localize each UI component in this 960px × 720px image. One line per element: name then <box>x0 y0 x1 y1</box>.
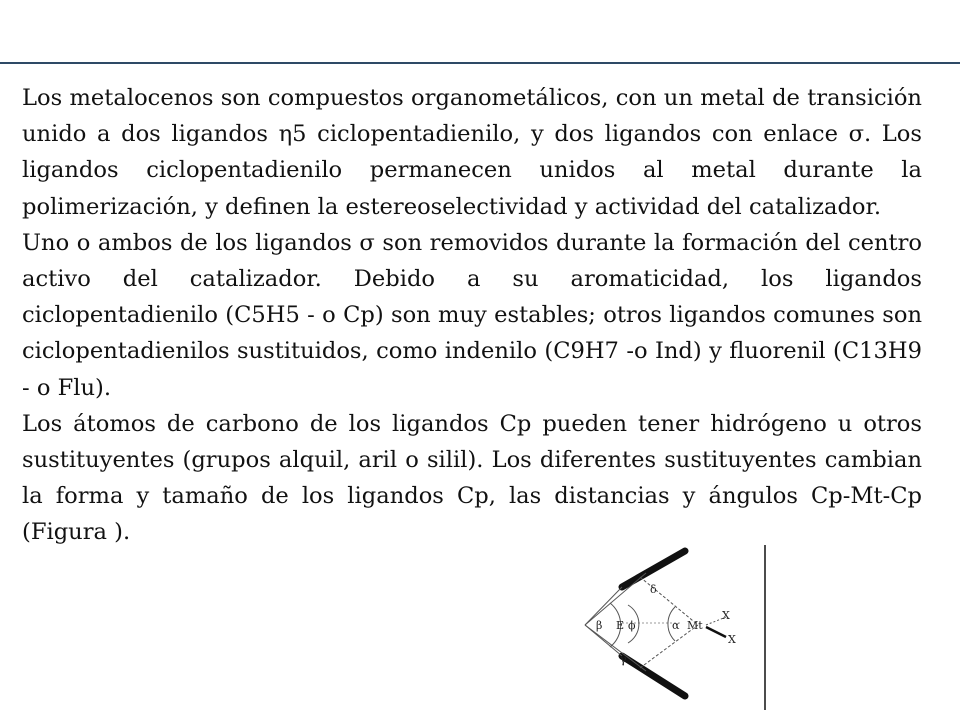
header-rule <box>0 62 960 64</box>
mt-x-bond-bottom <box>706 627 726 637</box>
paragraph-sigma-ligands: Uno o ambos de los ligandos σ son removidos durante la formación del centro activo del catalizador. Debido a su aromaticidad, los ligandos ciclopentadienilo (C5H5 - o Cp) son muy estables; otros ligandos comunes son ciclopentadienilos sustituidos, como indenilo (C9H7 -o Ind) y fluorenil (C13H9 - o Flu). <box>22 229 922 401</box>
outer-line-top-upper <box>585 573 646 625</box>
cp-ligand-top-bar <box>622 551 685 587</box>
label-x-bottom: X <box>728 633 736 646</box>
label-beta: β <box>596 619 603 632</box>
label-gamma: γ <box>620 653 627 666</box>
paragraph-cp-substituents: Los átomos de carbono de los ligandos Cp pueden tener hidrógeno u otros sustituyentes (grupos alquil, aril o silil). Los diferentes sustituyentes cambian la forma y tamaño de los ligandos Cp, las distancias y ángulos Cp-Mt-Cp (Figura ). <box>22 410 922 546</box>
label-x-top: X <box>722 609 730 622</box>
metallocene-geometry-figure <box>570 545 775 710</box>
label-e: E <box>616 619 625 632</box>
cp-ligand-bottom-bar <box>622 656 685 696</box>
label-delta: δ <box>650 583 657 596</box>
label-alpha: α <box>672 619 680 632</box>
metallocene-geometry-diagram <box>570 545 775 710</box>
label-phi: ϕ <box>628 619 636 632</box>
paragraph-metallocenes: Los metalocenos son compuestos organometálicos, con un metal de transición unido a dos ligandos η5 ciclopentadienilo, y dos ligandos con enlace σ. Los ligandos ciclopentadienilo permanecen unidos al metal durante la polimerización, y definen la estereoselectividad y actividad del catalizador. <box>22 85 922 220</box>
body-text <box>22 80 922 551</box>
label-mt: Mt <box>687 619 703 632</box>
